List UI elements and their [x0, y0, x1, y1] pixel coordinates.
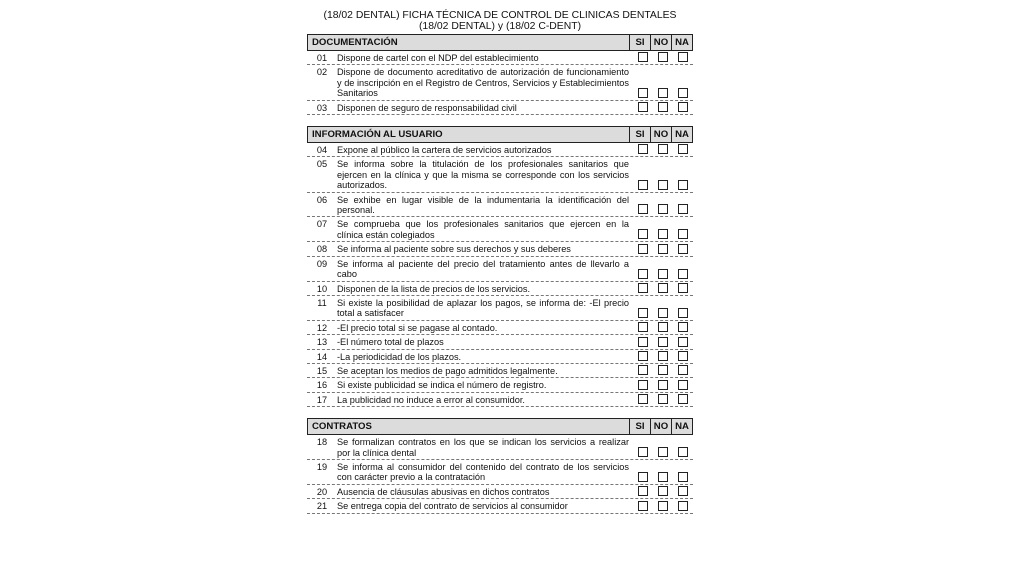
item-text: La publicidad no induce a error al consumidor.	[337, 394, 525, 405]
checkbox-cell-si	[633, 193, 653, 217]
checklist-row	[307, 460, 693, 485]
checkbox-cell-na	[673, 350, 693, 363]
checkbox-na[interactable]	[678, 337, 688, 347]
checkbox-cell-no	[653, 157, 673, 191]
checkbox-si[interactable]	[638, 308, 648, 318]
section-spacer	[307, 115, 693, 126]
checklist-row	[307, 350, 693, 364]
checkbox-no[interactable]	[658, 380, 668, 390]
item-number: 18	[316, 437, 328, 448]
item-number: 19	[316, 461, 328, 472]
checkbox-no[interactable]	[658, 501, 668, 511]
checkbox-no[interactable]	[658, 447, 668, 457]
item-number: 15	[316, 365, 328, 376]
checklist-section	[307, 34, 693, 115]
item-number: 20	[316, 486, 328, 497]
checkbox-cell-na	[673, 193, 693, 217]
checkbox-no[interactable]	[658, 229, 668, 239]
checkbox-cell-na	[673, 321, 693, 334]
checkbox-cell-no	[653, 101, 673, 114]
checklist-row	[307, 435, 693, 460]
checkbox-cell-no	[653, 65, 673, 99]
checkbox-cell-si	[633, 282, 653, 295]
checkbox-na[interactable]	[678, 283, 688, 293]
column-header-si: SI	[629, 127, 650, 142]
checkbox-na[interactable]	[678, 180, 688, 190]
checkbox-cell-si	[633, 485, 653, 498]
section-title: INFORMACIÓN AL USUARIO	[312, 129, 443, 141]
checkbox-na[interactable]	[678, 501, 688, 511]
checkbox-no[interactable]	[658, 88, 668, 98]
checkbox-si[interactable]	[638, 337, 648, 347]
item-text: Si existe publicidad se indica el número de registro.	[337, 380, 547, 391]
checkbox-cell-no	[653, 143, 673, 156]
checkbox-si[interactable]	[638, 365, 648, 375]
item-number: 08	[316, 244, 328, 255]
checkbox-cell-no	[653, 378, 673, 391]
checkbox-no[interactable]	[658, 365, 668, 375]
checkbox-cell-si	[633, 65, 653, 99]
document-title-line1: (18/02 DENTAL) FICHA TÉCNICA DE CONTROL DE CLINICAS DENTALES	[323, 10, 677, 21]
checkbox-cell-na	[673, 217, 693, 241]
checkbox-no[interactable]	[658, 283, 668, 293]
item-text: Se informa al paciente del precio del tratamiento antes de llevarlo a cabo	[337, 258, 629, 280]
checkbox-cell-na	[673, 257, 693, 281]
checklist-document	[307, 10, 693, 514]
checkbox-no[interactable]	[658, 102, 668, 112]
checkbox-cell-na	[673, 51, 693, 64]
checkbox-cell-na	[673, 378, 693, 391]
checkbox-cell-no	[653, 499, 673, 512]
checkbox-no[interactable]	[658, 244, 668, 254]
checkbox-cell-no	[653, 485, 673, 498]
checkbox-cell-si	[633, 51, 653, 64]
column-header-no: NO	[650, 35, 671, 50]
column-header-no: NO	[650, 127, 671, 142]
checkbox-cell-no	[653, 242, 673, 255]
checkbox-na[interactable]	[678, 144, 688, 154]
checkbox-cell-si	[633, 242, 653, 255]
checkbox-cell-si	[633, 435, 653, 459]
checkbox-na[interactable]	[678, 365, 688, 375]
checklist-row	[307, 378, 693, 392]
checklist-row	[307, 321, 693, 335]
checkbox-cell-na	[673, 65, 693, 99]
checkbox-si[interactable]	[638, 486, 648, 496]
checkbox-na[interactable]	[678, 322, 688, 332]
item-text: Se informa sobre la titulación de los profesionales sanitarios que ejercen en la clínica y que la misma se corresponde con los servicios autorizados.	[337, 159, 629, 191]
checkbox-cell-si	[633, 335, 653, 348]
checkbox-cell-no	[653, 364, 673, 377]
checkbox-no[interactable]	[658, 486, 668, 496]
checkbox-cell-na	[673, 364, 693, 377]
item-number: 07	[316, 219, 328, 230]
checkbox-na[interactable]	[678, 229, 688, 239]
checkbox-no[interactable]	[658, 322, 668, 332]
checkbox-si[interactable]	[638, 269, 648, 279]
item-text: Se aceptan los medios de pago admitidos legalmente.	[337, 365, 558, 376]
checkbox-cell-si	[633, 378, 653, 391]
item-text: Se entrega copia del contrato de servicios al consumidor	[337, 501, 568, 512]
checkbox-cell-no	[653, 350, 673, 363]
checkbox-cell-si	[633, 257, 653, 281]
checkbox-cell-si	[633, 143, 653, 156]
item-number: 10	[316, 283, 328, 294]
item-text: Se formalizan contratos en los que se indican los servicios a realizar por la clínica dental	[337, 437, 629, 458]
checkbox-cell-si	[633, 321, 653, 334]
section-title: DOCUMENTACIÓN	[312, 37, 398, 48]
checkbox-si[interactable]	[638, 322, 648, 332]
checklist-row	[307, 282, 693, 296]
item-text: Se exhibe en lugar visible de la indumentaria la identificación del personal.	[337, 194, 629, 216]
item-number: 11	[317, 297, 327, 308]
checkbox-no[interactable]	[658, 204, 668, 214]
checkbox-cell-na	[673, 393, 693, 406]
item-text: Ausencia de cláusulas abusivas en dichos contratos	[337, 486, 550, 497]
checkbox-na[interactable]	[678, 88, 688, 98]
checkbox-cell-no	[653, 393, 673, 406]
checkbox-no[interactable]	[658, 351, 668, 361]
checkbox-na[interactable]	[678, 394, 688, 404]
column-header-si: SI	[629, 419, 650, 434]
checkbox-cell-si	[633, 460, 653, 484]
checkbox-si[interactable]	[638, 447, 648, 457]
checkbox-no[interactable]	[658, 472, 668, 482]
checkbox-cell-si	[633, 364, 653, 377]
checkbox-cell-si	[633, 101, 653, 114]
checkbox-na[interactable]	[678, 52, 688, 62]
checkbox-cell-na	[673, 335, 693, 348]
checkbox-no[interactable]	[658, 180, 668, 190]
checkbox-si[interactable]	[638, 244, 648, 254]
item-text: Dispone de documento acreditativo de autorización de funcionamiento y de inscripción en el Registro de Centros, Servicios y Establecimientos Sanitarios	[337, 67, 629, 99]
checkbox-si[interactable]	[638, 180, 648, 190]
item-number: 12	[316, 322, 328, 333]
section-header	[307, 418, 693, 435]
column-header-na: NA	[671, 419, 692, 434]
checkbox-si[interactable]	[638, 229, 648, 239]
checkbox-cell-no	[653, 193, 673, 217]
checkbox-cell-na	[673, 485, 693, 498]
checkbox-cell-na	[673, 499, 693, 512]
checkbox-si[interactable]	[638, 144, 648, 154]
checkbox-na[interactable]	[678, 380, 688, 390]
checkbox-no[interactable]	[658, 394, 668, 404]
item-text: Expone al público la cartera de servicios autorizados	[337, 145, 552, 156]
checkbox-cell-no	[653, 282, 673, 295]
checkbox-cell-no	[653, 257, 673, 281]
checkbox-cell-si	[633, 393, 653, 406]
item-number: 06	[316, 194, 328, 205]
item-number: 13	[316, 337, 328, 348]
checkbox-si[interactable]	[638, 88, 648, 98]
checkbox-na[interactable]	[678, 269, 688, 279]
item-text: Disponen de seguro de responsabilidad civil	[337, 102, 517, 113]
document-title-line2: (18/02 DENTAL) y (18/02 C-DENT)	[418, 21, 582, 32]
checkbox-cell-na	[673, 435, 693, 459]
item-text: Dispone de cartel con el NDP del establecimiento	[337, 53, 539, 63]
item-number: 16	[316, 380, 328, 391]
checkbox-cell-na	[673, 242, 693, 255]
checklist-row	[307, 51, 693, 65]
column-header-no: NO	[650, 419, 671, 434]
section-spacer	[307, 407, 693, 418]
checkbox-no[interactable]	[658, 337, 668, 347]
checkbox-cell-si	[633, 157, 653, 191]
item-number: 21	[316, 501, 328, 512]
checklist-row	[307, 335, 693, 349]
checkbox-cell-na	[673, 282, 693, 295]
checklist-row	[307, 257, 693, 282]
checkbox-si[interactable]	[638, 52, 648, 62]
item-number: 14	[316, 351, 328, 362]
checkbox-si[interactable]	[638, 472, 648, 482]
checklist-row	[307, 485, 693, 499]
checkbox-cell-na	[673, 143, 693, 156]
column-header-na: NA	[671, 35, 692, 50]
checkbox-na[interactable]	[678, 204, 688, 214]
checkbox-cell-no	[653, 51, 673, 64]
checkbox-na[interactable]	[678, 102, 688, 112]
checkbox-cell-no	[653, 435, 673, 459]
checkbox-na[interactable]	[678, 472, 688, 482]
checklist-row	[307, 157, 693, 192]
checkbox-cell-na	[673, 101, 693, 114]
item-text: Se informa al consumidor del contenido del contrato de los servicios con carácter previo a la contratación	[337, 461, 629, 483]
checkbox-na[interactable]	[678, 244, 688, 254]
checklist-row	[307, 499, 693, 513]
checkbox-si[interactable]	[638, 380, 648, 390]
column-header-na: NA	[671, 127, 692, 142]
item-text: -La periodicidad de los plazos.	[337, 351, 462, 362]
checklist-row	[307, 65, 693, 100]
checkbox-cell-no	[653, 321, 673, 334]
item-text: Se comprueba que los profesionales sanitarios que ejercen en la clínica están colegiados	[337, 219, 629, 240]
checkbox-cell-no	[653, 217, 673, 241]
column-header-si: SI	[629, 35, 650, 50]
checkbox-cell-na	[673, 157, 693, 191]
checkbox-cell-no	[653, 335, 673, 348]
checkbox-si[interactable]	[638, 394, 648, 404]
checkbox-cell-si	[633, 350, 653, 363]
section-header	[307, 34, 693, 51]
checkbox-cell-no	[653, 460, 673, 484]
item-number: 02	[316, 67, 328, 78]
checkbox-cell-na	[673, 296, 693, 320]
item-number: 03	[316, 102, 328, 113]
checkbox-cell-si	[633, 217, 653, 241]
checklist-row	[307, 296, 693, 321]
item-text: Disponen de la lista de precios de los servicios.	[337, 283, 531, 294]
item-number: 04	[316, 145, 328, 156]
item-text: Si existe la posibilidad de aplazar los pagos, se informa de: -El precio total a satisfacer	[337, 297, 629, 319]
checkbox-no[interactable]	[658, 269, 668, 279]
checkbox-si[interactable]	[638, 102, 648, 112]
checkbox-si[interactable]	[638, 283, 648, 293]
section-header	[307, 126, 693, 143]
item-text: -El precio total si se pagase al contado.	[337, 322, 498, 333]
checkbox-na[interactable]	[678, 351, 688, 361]
checkbox-cell-na	[673, 460, 693, 484]
section-title: CONTRATOS	[312, 421, 372, 433]
checkbox-no[interactable]	[658, 308, 668, 318]
checklist-row	[307, 242, 693, 256]
item-text: Se informa al paciente sobre sus derechos y sus deberes	[337, 244, 571, 255]
checkbox-na[interactable]	[678, 486, 688, 496]
checkbox-no[interactable]	[658, 144, 668, 154]
checkbox-si[interactable]	[638, 501, 648, 511]
checkbox-na[interactable]	[678, 308, 688, 318]
item-text: -El número total de plazos	[337, 337, 444, 348]
checklist-section	[307, 418, 693, 513]
checkbox-no[interactable]	[658, 52, 668, 62]
checklist-row	[307, 217, 693, 242]
checklist-row	[307, 364, 693, 378]
checkbox-na[interactable]	[678, 447, 688, 457]
item-number: 05	[316, 159, 328, 170]
item-number: 09	[316, 258, 328, 269]
checklist-row	[307, 193, 693, 218]
checkbox-si[interactable]	[638, 204, 648, 214]
checklist-row	[307, 143, 693, 157]
checkbox-cell-si	[633, 296, 653, 320]
sections-container	[307, 34, 693, 514]
checklist-section	[307, 126, 693, 407]
checkbox-cell-no	[653, 296, 673, 320]
checklist-row	[307, 101, 693, 115]
item-number: 17	[316, 394, 328, 405]
checkbox-si[interactable]	[638, 351, 648, 361]
checkbox-cell-si	[633, 499, 653, 512]
checklist-row	[307, 393, 693, 407]
item-number: 01	[316, 53, 328, 63]
